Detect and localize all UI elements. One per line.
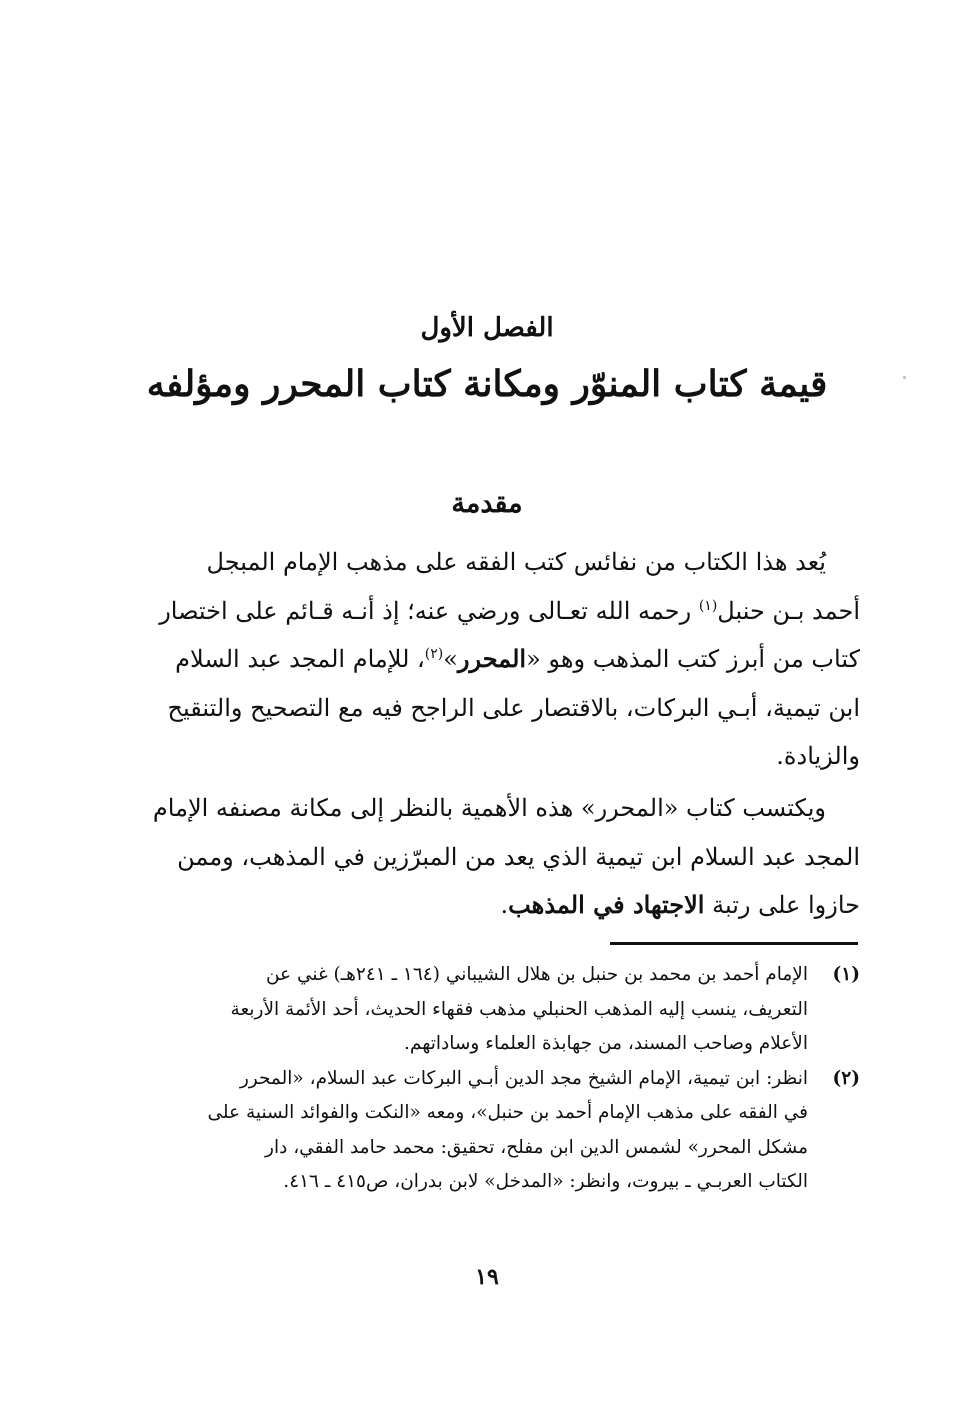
footnote-ref-2[interactable]: (٢) xyxy=(424,646,444,662)
paragraph-line: ويكتسب كتاب «المحرر» هذه الأهمية بالنظر إلى مكانة مصنفه الإمام xyxy=(152,794,826,822)
footnote-ref-1[interactable]: (١) xyxy=(698,597,718,614)
footnote-line: الكتاب العربـي ـ بيروت، وانظر: «المدخل» لابن بدران، ص٤١٥ ـ ٤١٦. xyxy=(283,1171,808,1192)
text-run: » xyxy=(443,645,458,673)
footnote-2 xyxy=(132,1062,860,1200)
footnotes xyxy=(132,958,860,1200)
text-run: رحمه الله تعـالى ورضي عنه؛ إذ أنـه قـائم على اختصار xyxy=(159,596,699,625)
paragraph-line: المجد عبد السلام ابن تيمية الذي يعد من المبرّزين في المذهب، وممن xyxy=(177,842,860,871)
footnote-line: الإمام أحمد بن محمد بن حنبل بن هلال الشيباني (١٦٤ ـ ٢٤١هـ) غني عن xyxy=(265,964,808,985)
text-run: حازوا على رتبة xyxy=(704,891,860,919)
footnote-line: التعريف، ينسب إليه المذهب الحنبلي مذهب فقهاء الحديث، أحد الأئمة الأربعة xyxy=(230,998,808,1020)
chapter-title: قيمة كتاب المنوّر ومكانة كتاب المحرر ومؤلفه xyxy=(146,363,828,405)
section-heading: مقدمة xyxy=(451,488,523,519)
text-run: . xyxy=(500,891,509,919)
text-run: ، للإمام المجد عبد السلام xyxy=(175,645,425,673)
paragraph-introduction xyxy=(132,538,860,781)
paragraph-line xyxy=(132,587,860,636)
footnote-1 xyxy=(132,958,860,1062)
text-run: أحمد بـن حنبل xyxy=(717,596,860,625)
footnote-line: انظر: ابن تيمية، الإمام الشيخ مجد الدين أبـي البركات عبد السلام، «المحرر xyxy=(239,1067,808,1089)
footnote-number: (١) xyxy=(832,964,860,985)
text-run: كتاب من أبرز كتب المذهب وهو « xyxy=(526,645,860,673)
paragraph-line: والزيادة. xyxy=(776,742,860,770)
footnote-line: مشكل المحرر» لشمس الدين ابن مفلح، تحقيق: محمد حامد الفقي، دار xyxy=(265,1136,808,1158)
chapter-label: الفصل الأول xyxy=(420,313,554,343)
footnote-line: الأعلام وصاحب المسند، من جهابذة العلماء وساداتهم. xyxy=(404,1033,808,1054)
paragraph-line: ابن تيمية، أبـي البركات، بالاقتصار على الراجح فيه مع التصحيح والتنقيح xyxy=(167,693,860,722)
paragraph-line: يُعد هذا الكتاب من نفائس كتب الفقه على مذهب الإمام المبجل xyxy=(206,548,826,576)
footnote-separator xyxy=(610,942,858,945)
paragraph-line xyxy=(132,635,860,684)
paragraph-importance xyxy=(132,784,860,930)
paragraph-line xyxy=(132,881,860,930)
page-number: ١٩ xyxy=(475,1264,499,1290)
bold-phrase: الاجتهاد في المذهب xyxy=(508,890,705,919)
footnote-line: في الفقه على مذهب الإمام أحمد بن حنبل»، ومعه «النكت والفوائد السنية على xyxy=(207,1102,808,1123)
footnote-number: (٢) xyxy=(832,1067,860,1089)
bold-book-title: المحرر xyxy=(457,644,527,673)
